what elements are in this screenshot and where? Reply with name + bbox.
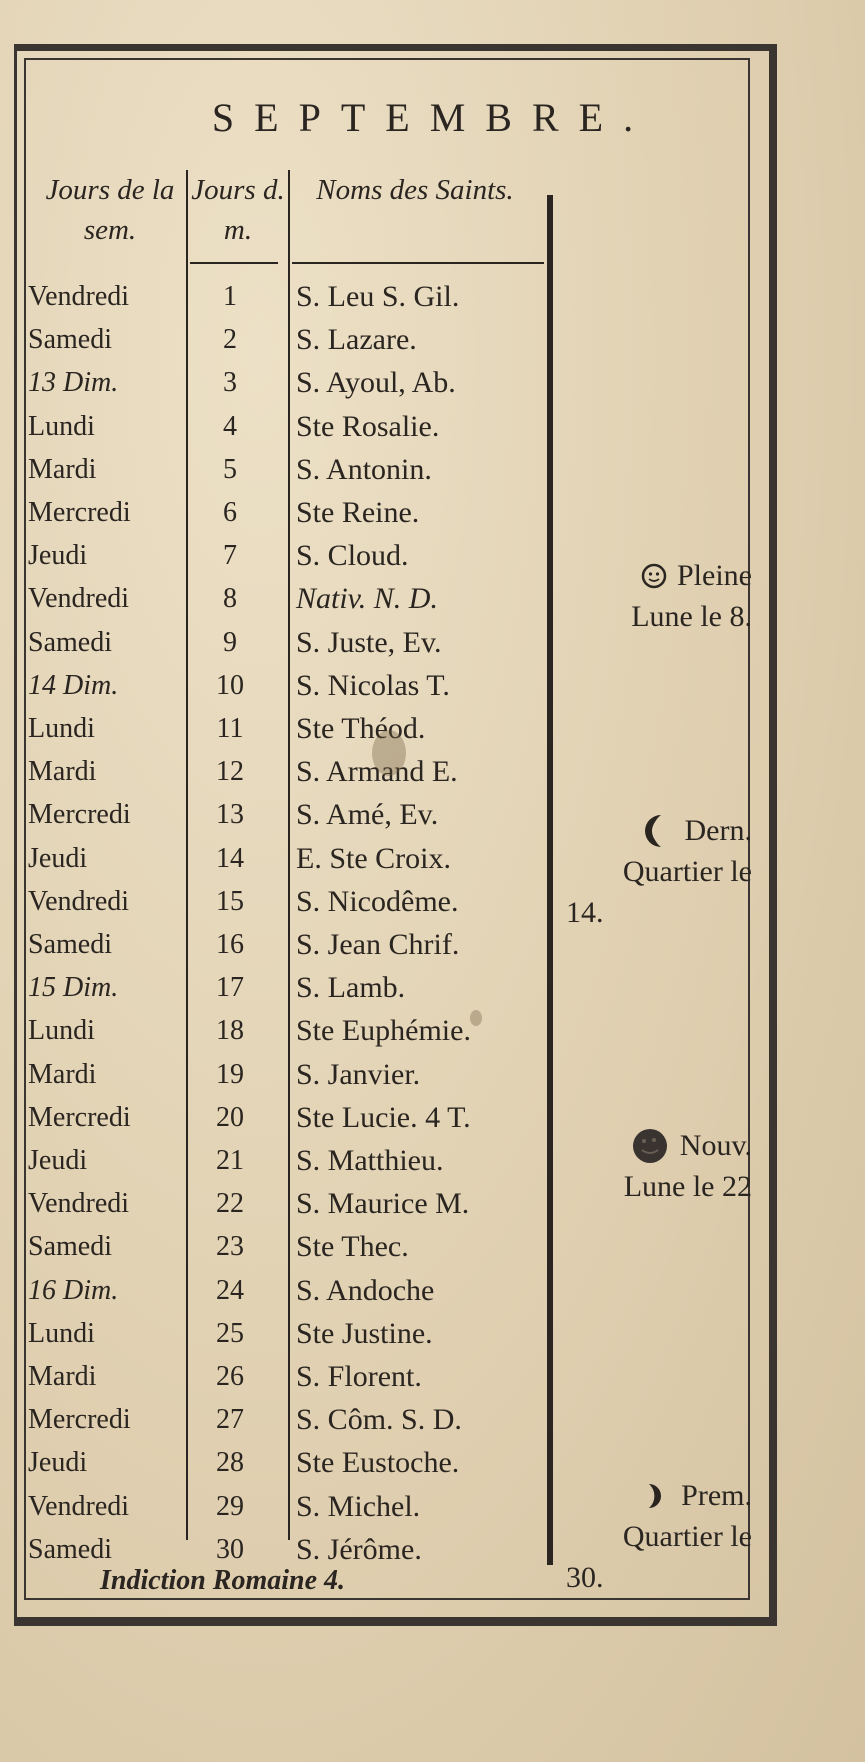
calendar-row: [0, 1355, 740, 1398]
day-of-week: Mardi: [28, 453, 97, 485]
saint-name: S. Leu S. Gil.: [296, 280, 460, 313]
calendar-row: [0, 1225, 740, 1268]
day-number: 20: [216, 1101, 244, 1133]
header-day-of-week: Jours de la sem.: [45, 174, 175, 246]
paper-stain: [372, 730, 406, 776]
moon-phase-date: Lune le 8.: [631, 600, 752, 633]
day-of-week: Jeudi: [28, 842, 88, 874]
calendar-row: [0, 448, 740, 491]
moon-phase-first-quarter: [560, 1475, 752, 1598]
day-of-week: Mercredi: [28, 497, 131, 528]
moon-phase-label: Dern.: [684, 814, 752, 847]
saint-name: S. Côm. S. D.: [296, 1403, 462, 1437]
header-underline-day: [190, 262, 278, 264]
calendar-row: [0, 491, 740, 534]
calendar-row: [0, 707, 740, 750]
day-of-week: Samedi: [28, 1231, 112, 1263]
saint-name: S. Nicodême.: [296, 884, 459, 918]
day-number: 23: [216, 1231, 244, 1263]
day-of-week: Mercredi: [28, 1101, 131, 1133]
day-number: 12: [216, 756, 244, 788]
day-number: 17: [216, 972, 244, 1004]
day-number: 9: [223, 626, 237, 658]
day-number: 30: [216, 1533, 244, 1565]
day-of-week: 15 Dim.: [28, 972, 119, 1004]
day-of-week: Mardi: [28, 1361, 97, 1392]
day-number: 25: [216, 1317, 244, 1349]
moon-phase-text: Quartier le: [622, 1520, 752, 1553]
day-of-week: Jeudi: [28, 540, 88, 572]
calendar-row: [0, 361, 740, 404]
calendar-row: [0, 275, 740, 318]
saint-name: Nativ. N. D.: [296, 582, 438, 616]
moon-phase-date: 14.: [566, 896, 604, 929]
calendar-row: [0, 750, 740, 793]
saint-name: S. Lazare.: [296, 323, 417, 357]
day-of-week: Mercredi: [28, 1404, 131, 1436]
saint-name: S. Cloud.: [296, 539, 409, 573]
day-number: 4: [223, 410, 237, 442]
day-of-week: Vendredi: [28, 583, 130, 615]
calendar-row: [0, 664, 740, 707]
saint-name: Ste Rosalie.: [296, 409, 440, 443]
saint-name: S. Michel.: [296, 1489, 421, 1523]
day-of-week: Jeudi: [28, 1145, 88, 1176]
moon-phase-last-quarter: [560, 810, 752, 933]
moon-phase-label: Nouv.: [679, 1129, 752, 1162]
calendar-row: [0, 318, 740, 361]
day-number: 29: [216, 1490, 244, 1522]
calendar-row: [0, 405, 740, 448]
saint-name: Ste Théod.: [296, 712, 426, 745]
day-number: 13: [216, 799, 244, 831]
footer-indiction: Indiction Romaine 4.: [100, 1565, 346, 1596]
saint-name: S. Juste, Ev.: [296, 625, 442, 659]
saint-name: E. Ste Croix.: [296, 841, 451, 875]
day-of-week: Samedi: [28, 626, 112, 658]
saint-name: S. Amé, Ev.: [296, 798, 439, 832]
paper-stain: [470, 1010, 482, 1026]
calendar-row: [0, 1269, 740, 1312]
day-of-week: Samedi: [28, 324, 112, 356]
saint-name: Ste Thec.: [296, 1230, 409, 1264]
saint-name: S. Armand E.: [296, 755, 458, 789]
calendar-row: [0, 1053, 740, 1096]
full-moon-icon: [641, 563, 667, 589]
day-number: 10: [216, 669, 244, 701]
moon-phase-text: Quartier le: [622, 855, 752, 888]
day-of-week: Lundi: [28, 1015, 95, 1047]
moon-phase-label: Prem.: [681, 1479, 752, 1512]
day-of-week: Vendredi: [28, 885, 130, 917]
day-of-week: 13 Dim.: [28, 367, 119, 399]
day-number: 16: [216, 929, 244, 960]
day-number: 7: [223, 540, 237, 572]
day-number: 24: [216, 1274, 244, 1306]
saint-name: S. Matthieu.: [296, 1144, 444, 1177]
saint-name: Ste Justine.: [296, 1316, 433, 1350]
calendar-row: [0, 966, 740, 1009]
saint-name: S. Florent.: [296, 1360, 422, 1393]
calendar-row: [0, 1312, 740, 1355]
saint-name: Ste Lucie. 4 T.: [296, 1100, 471, 1134]
day-number: 28: [216, 1447, 244, 1479]
saint-name: Ste Euphémie.: [296, 1014, 471, 1048]
calendar-row: [0, 1398, 740, 1441]
day-of-week: Vendredi: [28, 281, 130, 312]
moon-phase-full: [560, 555, 752, 637]
saint-name: S. Maurice M.: [296, 1187, 470, 1221]
day-number: 2: [223, 324, 237, 356]
day-number: 5: [223, 453, 237, 485]
day-of-week: Lundi: [28, 410, 95, 442]
day-number: 3: [223, 367, 237, 399]
day-number: 21: [216, 1145, 244, 1176]
header-saints: Noms des Saints.: [316, 174, 514, 206]
day-number: 18: [216, 1015, 244, 1047]
day-of-week: Mardi: [28, 756, 97, 788]
day-of-week: Mardi: [28, 1058, 97, 1090]
saint-name: Ste Reine.: [296, 496, 420, 529]
saint-name: S. Jean Chrif.: [296, 928, 460, 961]
day-of-week: Mercredi: [28, 799, 131, 831]
saint-name: S. Antonin.: [296, 452, 432, 486]
day-of-week: 16 Dim.: [28, 1274, 119, 1306]
saint-name: S. Janvier.: [296, 1057, 421, 1091]
saint-name: S. Lamb.: [296, 971, 406, 1005]
header-day-of-month: Jours d. m.: [191, 174, 285, 246]
saint-name: S. Nicolas T.: [296, 668, 450, 702]
moon-phase-new: [560, 1125, 752, 1207]
day-of-week: Vendredi: [28, 1188, 130, 1220]
saint-name: S. Ayoul, Ab.: [296, 366, 456, 400]
day-of-week: Lundi: [28, 713, 95, 744]
moon-phase-date: Lune le 22: [623, 1170, 752, 1203]
calendar-row: [0, 1009, 740, 1052]
day-of-week: Samedi: [28, 929, 112, 960]
last-quarter-icon: [635, 811, 675, 851]
day-number: 22: [216, 1188, 244, 1220]
day-number: 14: [216, 842, 244, 874]
saint-name: Ste Eustoche.: [296, 1446, 460, 1480]
day-number: 11: [216, 713, 244, 744]
day-of-week: 14 Dim.: [28, 669, 119, 701]
moon-phase-label: Pleine: [677, 559, 752, 592]
day-number: 26: [216, 1361, 244, 1392]
day-number: 15: [216, 885, 244, 917]
day-of-week: Samedi: [28, 1533, 112, 1565]
moon-phase-date: 30.: [566, 1561, 604, 1594]
saint-name: S. Jérôme.: [296, 1532, 422, 1566]
header-underline-saints: [292, 262, 544, 264]
saint-name: S. Andoche: [296, 1273, 435, 1307]
day-of-week: Jeudi: [28, 1447, 88, 1479]
new-moon-icon: [630, 1126, 670, 1166]
day-number: 19: [216, 1058, 244, 1090]
day-number: 1: [223, 281, 237, 312]
day-number: 6: [223, 497, 237, 528]
first-quarter-icon: [641, 1481, 671, 1511]
month-title: SEPTEMBRE.: [211, 95, 654, 140]
day-of-week: Lundi: [28, 1317, 95, 1349]
day-number: 27: [216, 1404, 244, 1436]
day-of-week: Vendredi: [28, 1490, 130, 1522]
day-number: 8: [223, 583, 237, 615]
